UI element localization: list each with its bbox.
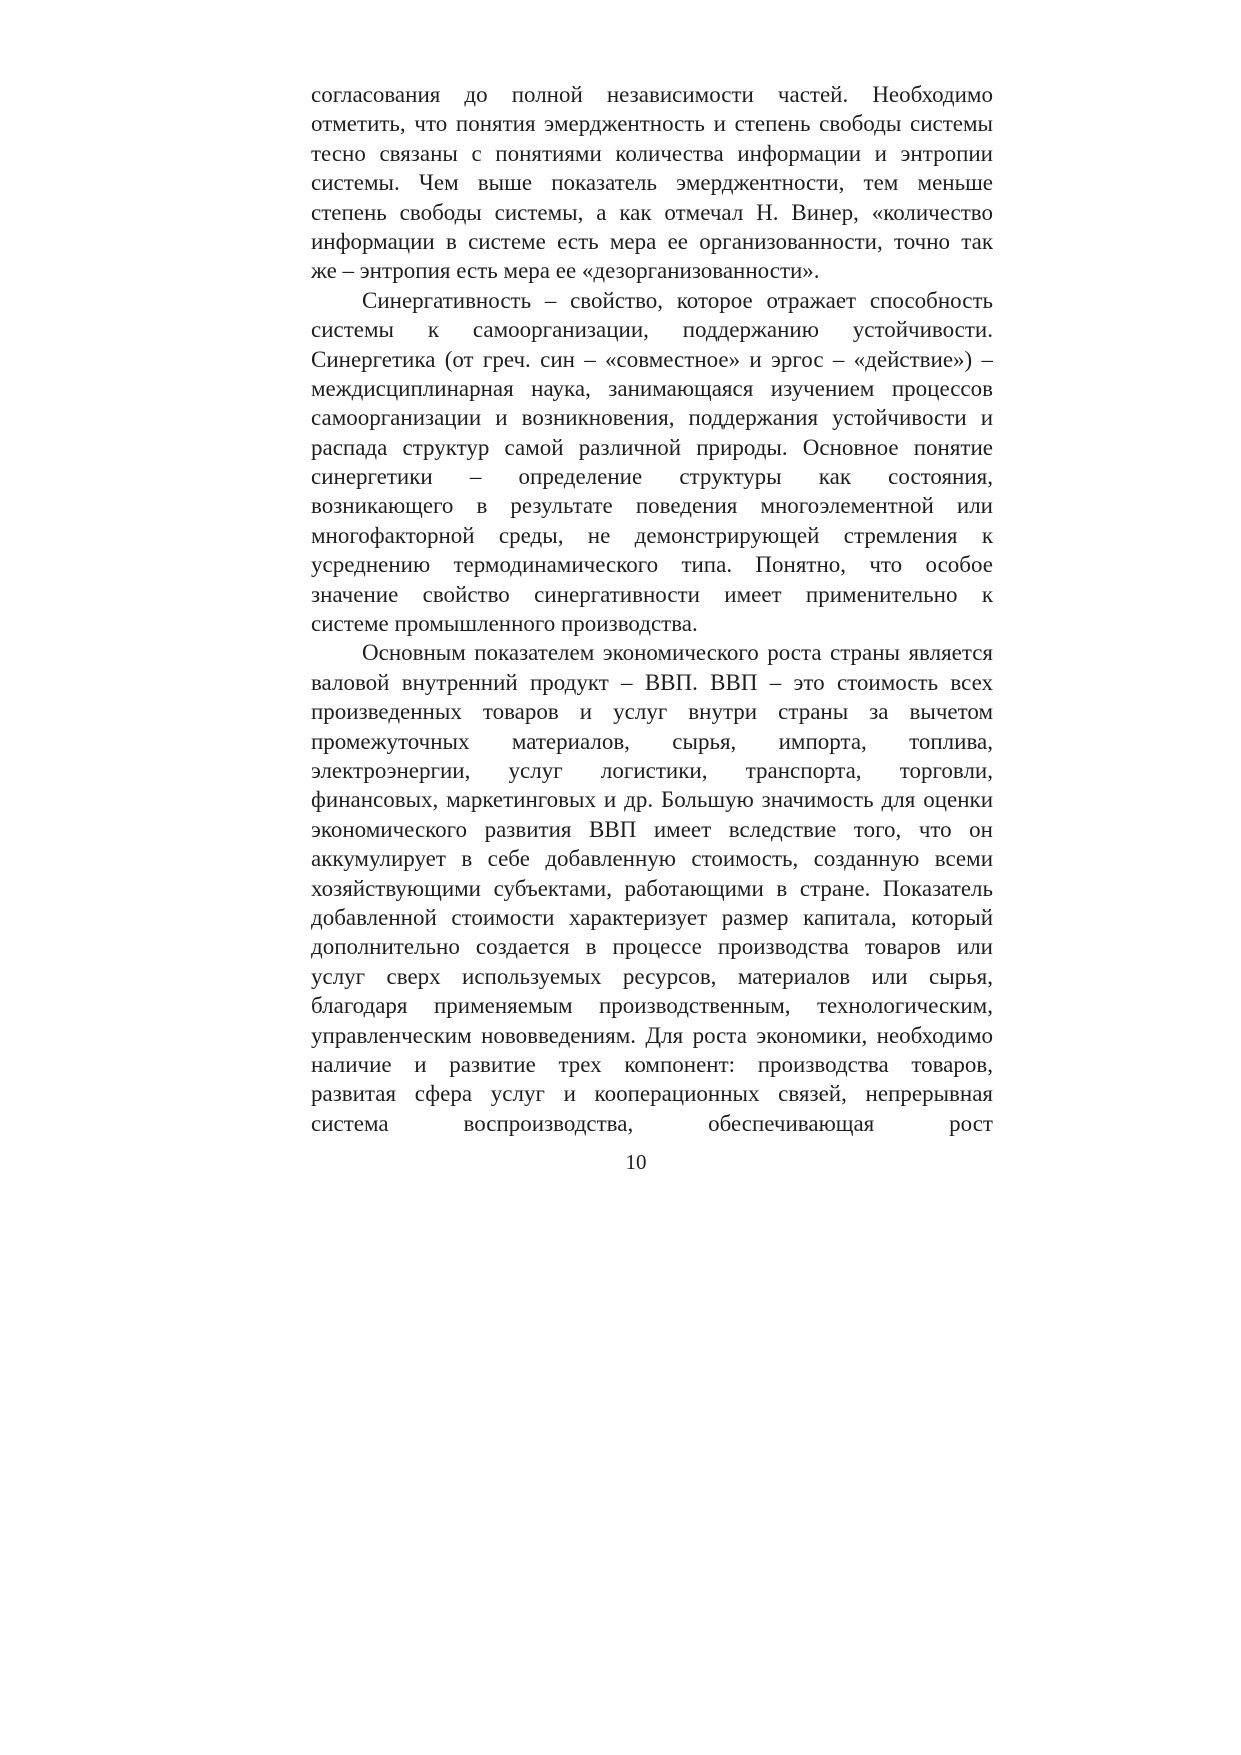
text-line: Синергативность – свойство, которое отражает способность (362, 287, 993, 313)
text-line: аккумулирует в себе добавленную стоимость, созданную всеми (311, 846, 993, 872)
text-line: усреднению термодинамического типа. Понятно, что особое (311, 552, 993, 578)
text-line: управленческим нововведениям. Для роста экономики, необходимо (311, 1022, 993, 1048)
text-line: электроэнергии, услуг логистики, транспорта, торговли, (311, 757, 993, 783)
text-line: распада структур самой различной природы. Основное понятие (311, 434, 993, 460)
text-line: финансовых, маркетинговых и др. Большую значимость для оценки (311, 787, 993, 813)
text-line: благодаря применяемым производственным, технологическим, (311, 993, 993, 1019)
paragraph (311, 80, 993, 286)
text-line: значение свойство синергативности имеет применительно к (311, 581, 993, 607)
text-line: информации в системе есть мера ее организованности, точно так (311, 228, 993, 254)
text-line: тесно связаны с понятиями количества информации и энтропии (311, 140, 993, 166)
text-line: степень свободы системы, а как отмечал Н. Винер, «количество (311, 199, 993, 225)
text-line: системы к самоорганизации, поддержанию устойчивости. (311, 317, 993, 343)
text-line: услуг сверх используемых ресурсов, материалов или сырья, (311, 963, 993, 989)
text-line: многофакторной среды, не демонстрирующей стремления к (311, 522, 993, 548)
text-line: добавленной стоимости характеризует размер капитала, который (311, 904, 993, 930)
body-text (311, 80, 993, 1138)
text-line: Основным показателем экономического роста страны является (362, 640, 993, 666)
paragraph (311, 286, 993, 639)
text-line: междисциплинарная наука, занимающаяся изучением процессов (311, 375, 993, 401)
text-line: согласования до полной независимости частей. Необходимо (311, 82, 993, 107)
text-line: возникающего в результате поведения многоэлементной или (311, 493, 993, 519)
text-line: дополнительно создается в процессе производства товаров или (311, 934, 993, 960)
text-line: экономического развития ВВП имеет вследствие того, что он (311, 816, 993, 842)
text-line: наличие и развитие трех компонент: производства товаров, (311, 1051, 993, 1077)
text-line: же – энтропия есть мера ее «дезорганизованности». (311, 258, 820, 284)
paragraph (311, 638, 993, 1138)
text-line: промежуточных материалов, сырья, импорта, топлива, (311, 728, 993, 754)
text-line: система воспроизводства, обеспечивающая рост (311, 1110, 993, 1136)
text-line: самоорганизации и возникновения, поддержания устойчивости и (311, 405, 993, 431)
text-line: синергетики – определение структуры как состояния, (311, 464, 993, 490)
text-line: хозяйствующими субъектами, работающими в стране. Показатель (311, 875, 993, 901)
text-line: системы. Чем выше показатель эмерджентности, тем меньше (311, 170, 993, 196)
text-line: валовой внутренний продукт – ВВП. ВВП – это стоимость всех (311, 669, 993, 695)
page-number: 10 (625, 1150, 647, 1174)
text-line: системе промышленного производства. (311, 611, 698, 637)
text-line: отметить, что понятия эмерджентность и степень свободы системы (311, 111, 993, 137)
text-line: Синергетика (от греч. син – «совместное» и эргос – «действие») – (311, 346, 993, 372)
text-line: развитая сфера услуг и кооперационных связей, непрерывная (311, 1081, 993, 1107)
text-line: произведенных товаров и услуг внутри страны за вычетом (311, 699, 993, 725)
